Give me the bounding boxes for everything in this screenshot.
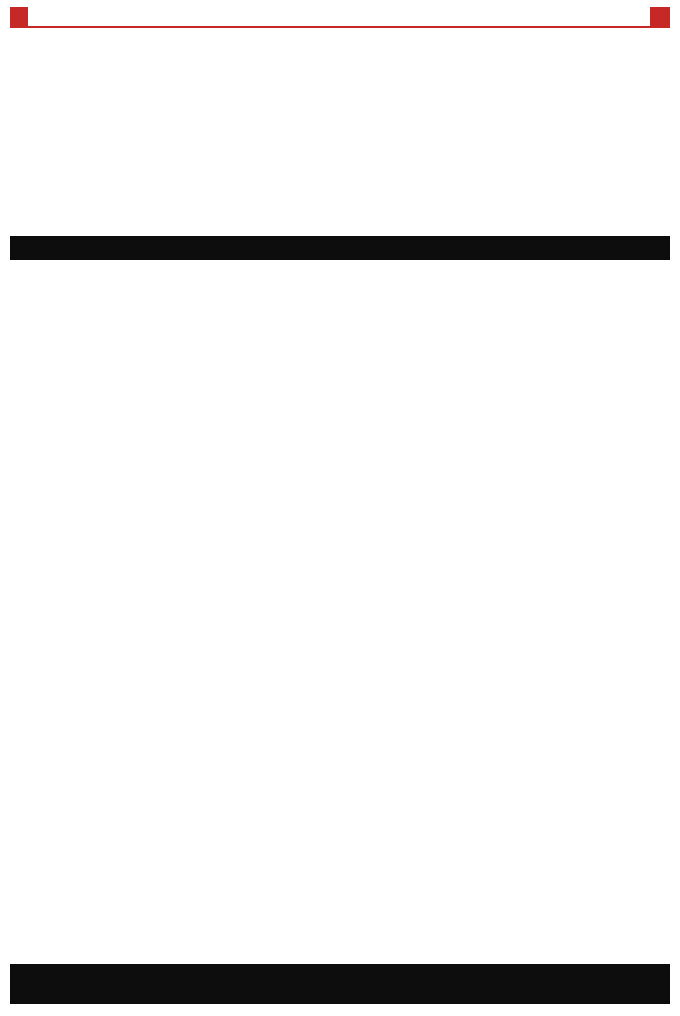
section-tag xyxy=(650,7,670,27)
page-header xyxy=(10,8,670,28)
imprint-footer xyxy=(10,964,670,1004)
lead-story xyxy=(10,57,670,240)
continued-stories xyxy=(10,264,670,962)
page-number xyxy=(10,7,28,27)
continue-banner xyxy=(10,236,670,260)
